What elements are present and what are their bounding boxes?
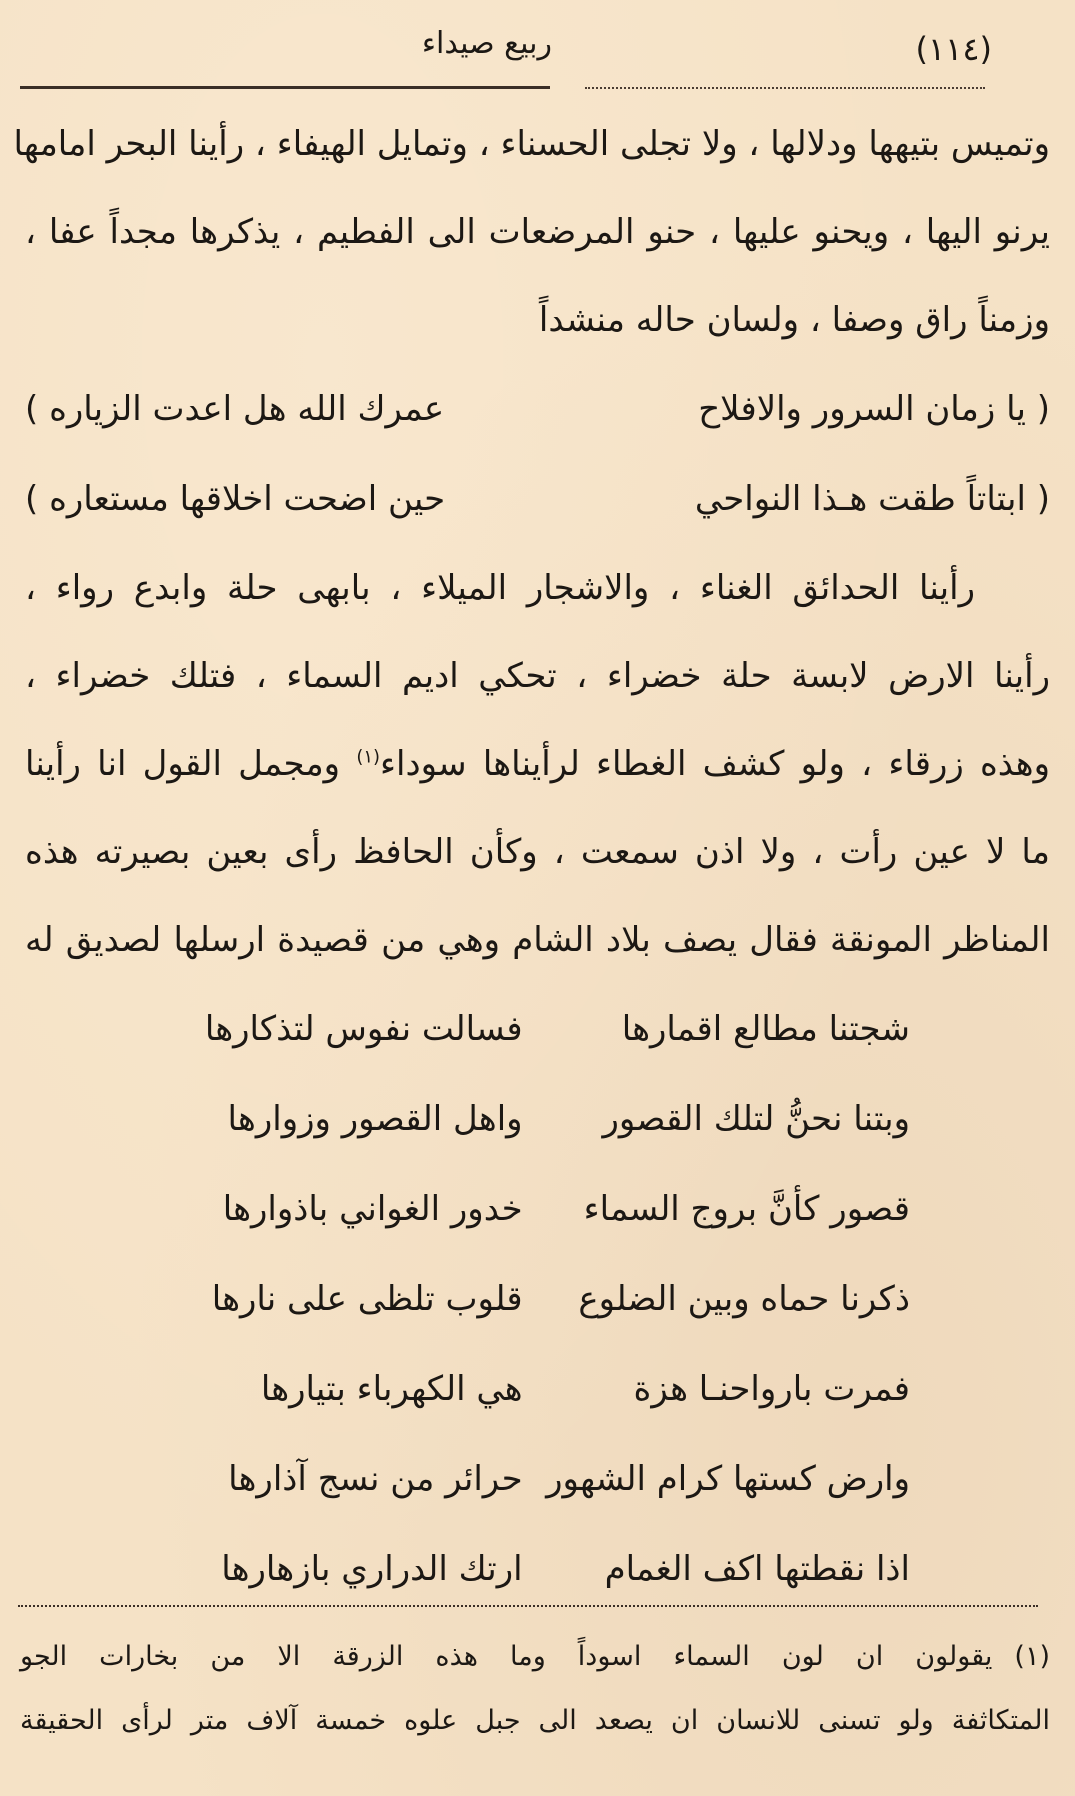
- verse-first-hemistich: فمرت بارواحنـا هزة: [633, 1369, 910, 1409]
- verse-second-hemistich: حرائر من نسج آذارها: [228, 1459, 523, 1499]
- prose-line: رأينا الحدائق الغناء ، والاشجار الميلاء ، بابهى حلة وابدع رواء ،: [25, 568, 975, 608]
- poem-verse: [160, 1344, 915, 1434]
- page-number: (١١٤): [915, 30, 992, 68]
- header-rule-solid: [20, 86, 550, 89]
- verse-first-hemistich: ذكرنا حماه وبين الضلوع: [578, 1279, 910, 1319]
- prose-line: يرنو اليها ، ويحنو عليها ، حنو المرضعات الى الفطيم ، يذكرها مجداً عفا ،: [25, 212, 1050, 252]
- verse-first-hemistich: شجتنا مطالع اقمارها: [621, 1009, 910, 1049]
- verse-second-hemistich: ارتك الدراري بازهارها: [221, 1549, 523, 1589]
- verse-first-hemistich: ( ابتاتاً طقت هـذا النواحي: [694, 479, 1050, 519]
- prose-line: وزمناً راق وصفا ، ولسان حاله منشداً: [538, 300, 1050, 340]
- footnote-line: [20, 1625, 1050, 1689]
- poem-verse: [160, 984, 915, 1074]
- verse-first-hemistich: اذا نقطتها اكف الغمام: [604, 1549, 910, 1589]
- poem-verse: [160, 1434, 915, 1524]
- verse-first-hemistich: ( يا زمان السرور والافلاح: [698, 389, 1050, 429]
- verse-first-hemistich: قصور كأنَّ بروج السماء: [583, 1189, 910, 1229]
- poem-verse: [160, 1074, 915, 1164]
- poem-verse: [160, 1164, 915, 1254]
- prose-line: رأينا الارض لابسة حلة خضراء ، تحكي اديم السماء ، فتلك خضراء ،: [25, 656, 1050, 696]
- footnote-line: المتكاثفة ولو تسنى للانسان ان يصعد الى جبل علوه خمسة آلاف متر لرأى الحقيقة: [20, 1705, 1050, 1736]
- verse-second-hemistich: هي الكهرباء بتيارها: [260, 1369, 523, 1409]
- prose-segment: ومجمل القول انا رأينا: [25, 744, 357, 784]
- prose-line: المناظر المونقة فقال يصف بلاد الشام وهي من قصيدة ارسلها لصديق له: [25, 920, 1050, 960]
- prose-line: ما لا عين رأت ، ولا اذن سمعت ، وكأن الحافظ رأى بعين بصيرته هذه: [25, 832, 1050, 872]
- body-text: [13, 100, 1055, 1614]
- poem-verse: [160, 1254, 915, 1344]
- verse-second-hemistich: قلوب تلظى على نارها: [211, 1279, 523, 1319]
- verse-second-hemistich: حين اضحت اخلاقها مستعاره ): [25, 479, 446, 519]
- verse-second-hemistich: خدور الغواني باذوارها: [222, 1189, 523, 1229]
- prose-line-with-footnote-ref: [20, 720, 1055, 808]
- header-rule-dotted: [585, 87, 985, 89]
- quoted-verse: [20, 454, 1055, 544]
- footnote-text: يقولون ان لون السماء اسوداً وما هذه الزرقة الا من بخارات الجو: [20, 1641, 993, 1672]
- footnote-marker: (١): [1014, 1641, 1050, 1672]
- quoted-verse: [20, 364, 1055, 454]
- prose-line: وتميس بتيهها ودلالها ، ولا تجلى الحسناء ، وتمايل الهيفاء ، رأينا البحر امامها: [13, 124, 1050, 164]
- footnote-reference[interactable]: (١): [356, 746, 381, 768]
- page-header: [22, 18, 1032, 78]
- running-title: ربيع صيداء: [421, 26, 552, 61]
- verse-first-hemistich: وبتنا نحنُّ لتلك القصور: [602, 1099, 910, 1139]
- verse-second-hemistich: واهل القصور وزوارها: [227, 1099, 523, 1139]
- footnote-separator: [18, 1605, 1038, 1607]
- footnotes: [20, 1625, 1050, 1753]
- verse-second-hemistich: عمرك الله هل اعدت الزياره ): [25, 389, 445, 429]
- poem-verse: [160, 1524, 915, 1614]
- verse-first-hemistich: وارض كستها كرام الشهور: [546, 1459, 910, 1499]
- poem: [20, 984, 1055, 1614]
- prose-segment: وهذه زرقاء ، ولو كشف الغطاء لرأيناها سوداء: [380, 744, 1050, 784]
- verse-second-hemistich: فسالت نفوس لتذكارها: [204, 1009, 523, 1049]
